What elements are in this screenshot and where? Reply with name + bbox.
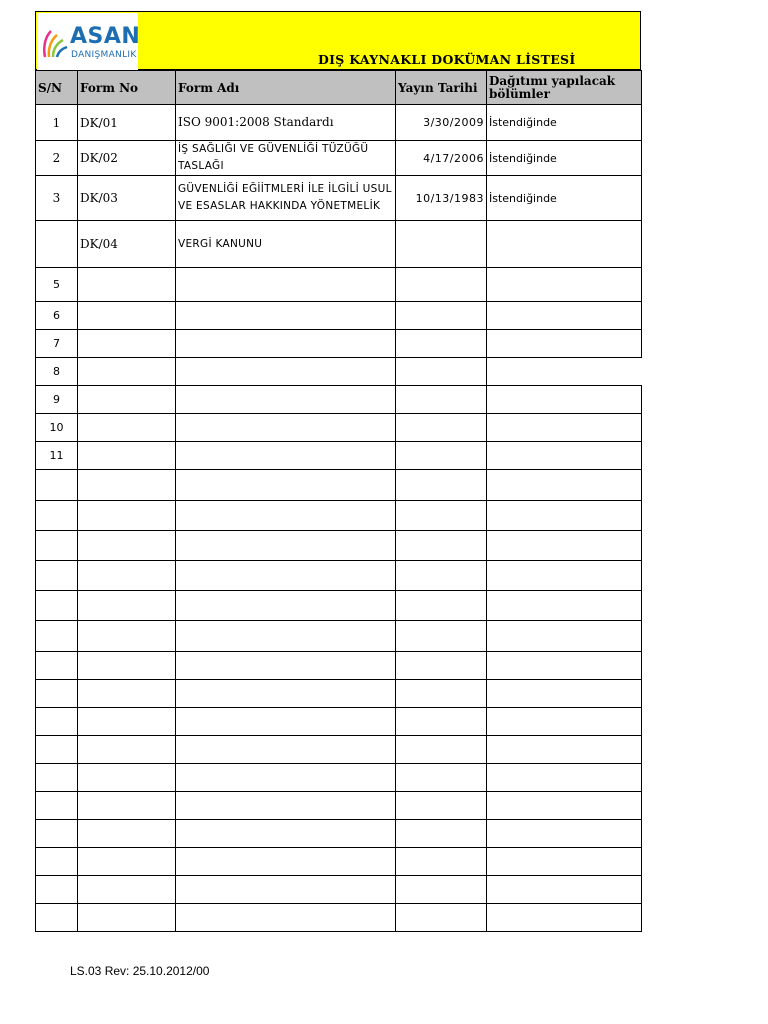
cell-sn	[36, 652, 78, 680]
cell-sn	[36, 591, 78, 621]
cell-form-name: VERGİ KANUNU	[176, 221, 396, 268]
cell-form-no	[78, 442, 176, 470]
cell-publish-date	[396, 591, 487, 621]
cell-distribution	[487, 904, 642, 932]
table-row	[36, 302, 642, 330]
cell-form-no	[78, 501, 176, 531]
cell-sn: 5	[36, 268, 78, 302]
cell-publish-date	[396, 876, 487, 904]
cell-sn: 9	[36, 386, 78, 414]
cell-form-name	[176, 736, 396, 764]
table-row	[36, 470, 642, 501]
cell-publish-date	[396, 680, 487, 708]
cell-publish-date	[396, 848, 487, 876]
company-logo	[37, 13, 141, 70]
cell-publish-date	[396, 442, 487, 470]
table-row	[36, 736, 642, 764]
revision-footer: LS.03 Rev: 25.10.2012/00	[70, 964, 210, 978]
cell-sn: 3	[36, 176, 78, 221]
table-header-row	[36, 71, 642, 105]
cell-sn: 7	[36, 330, 78, 358]
cell-distribution: İstendiğinde	[487, 176, 642, 221]
cell-distribution	[487, 820, 642, 848]
cell-sn: 10	[36, 414, 78, 442]
table-row	[36, 680, 642, 708]
cell-sn	[36, 736, 78, 764]
table-row	[36, 330, 642, 358]
cell-publish-date	[396, 501, 487, 531]
cell-form-name	[176, 820, 396, 848]
table-row	[36, 764, 642, 792]
table-row	[36, 501, 642, 531]
cell-form-no: DK/02	[78, 141, 176, 176]
cell-form-name: ISO 9001:2008 Standardı	[176, 105, 396, 141]
cell-publish-date	[396, 268, 487, 302]
cell-publish-date	[396, 531, 487, 561]
cell-form-no	[78, 764, 176, 792]
cell-publish-date	[396, 302, 487, 330]
logo-wordmark: ASAN	[70, 24, 141, 49]
document-title: DIŞ KAYNAKLI DOKÜMAN LİSTESİ	[318, 52, 576, 67]
cell-publish-date	[396, 221, 487, 268]
cell-distribution: İstendiğinde	[487, 141, 642, 176]
cell-publish-date: 3/30/2009	[396, 105, 487, 141]
table-row	[36, 531, 642, 561]
table-row	[36, 221, 642, 268]
cell-form-name	[176, 561, 396, 591]
cell-sn	[36, 792, 78, 820]
cell-sn	[36, 680, 78, 708]
cell-distribution	[487, 414, 642, 442]
cell-form-no	[78, 561, 176, 591]
form-name-text: İŞ SAĞLIĞI VE GÜVENLİĞİ TÜZÜĞÜ TASLAĞI	[178, 143, 369, 172]
cell-distribution	[487, 792, 642, 820]
cell-form-no	[78, 652, 176, 680]
cell-publish-date	[396, 736, 487, 764]
cell-form-name	[176, 470, 396, 501]
cell-sn	[36, 848, 78, 876]
cell-sn	[36, 221, 78, 268]
cell-publish-date	[396, 708, 487, 736]
cell-sn	[36, 876, 78, 904]
table-row	[36, 414, 642, 442]
table-row	[36, 561, 642, 591]
cell-form-name	[176, 680, 396, 708]
cell-distribution	[487, 386, 642, 414]
cell-sn: 1	[36, 105, 78, 141]
cell-distribution	[487, 470, 642, 501]
cell-distribution	[487, 561, 642, 591]
cell-sn	[36, 904, 78, 932]
table-row	[36, 848, 642, 876]
cell-distribution	[487, 268, 642, 302]
cell-publish-date	[396, 764, 487, 792]
table-row	[36, 442, 642, 470]
cell-distribution	[487, 621, 642, 652]
cell-form-name	[176, 708, 396, 736]
cell-form-name	[176, 442, 396, 470]
cell-form-name	[176, 792, 396, 820]
cell-publish-date	[396, 414, 487, 442]
cell-form-name	[176, 386, 396, 414]
cell-form-no	[78, 470, 176, 501]
header-form-name: Form Adı	[176, 71, 396, 105]
cell-publish-date	[396, 561, 487, 591]
cell-form-no	[78, 531, 176, 561]
cell-form-name	[176, 591, 396, 621]
cell-form-name	[176, 330, 396, 358]
table-row	[36, 876, 642, 904]
table-row	[36, 268, 642, 302]
cell-sn	[36, 531, 78, 561]
cell-form-no	[78, 591, 176, 621]
cell-publish-date	[396, 792, 487, 820]
cell-sn	[36, 820, 78, 848]
cell-form-no	[78, 621, 176, 652]
header-sn: S/N	[36, 71, 78, 105]
cell-form-name	[176, 176, 396, 221]
cell-form-name	[176, 302, 396, 330]
cell-publish-date	[396, 386, 487, 414]
cell-distribution	[487, 501, 642, 531]
cell-form-no	[78, 330, 176, 358]
cell-form-no	[78, 792, 176, 820]
cell-publish-date	[396, 652, 487, 680]
cell-distribution	[487, 680, 642, 708]
cell-form-name	[176, 764, 396, 792]
table-row	[36, 621, 642, 652]
cell-sn	[36, 470, 78, 501]
table-row	[36, 820, 642, 848]
cell-distribution: İstendiğinde	[487, 105, 642, 141]
cell-distribution	[487, 302, 642, 330]
cell-distribution	[487, 358, 642, 386]
cell-sn	[36, 561, 78, 591]
cell-form-no	[78, 708, 176, 736]
cell-sn	[36, 501, 78, 531]
cell-form-no	[78, 358, 176, 386]
cell-form-name	[176, 141, 396, 176]
document-table	[35, 70, 642, 932]
cell-distribution	[487, 876, 642, 904]
cell-distribution	[487, 652, 642, 680]
cell-form-no	[78, 820, 176, 848]
cell-form-name	[176, 904, 396, 932]
cell-form-no	[78, 268, 176, 302]
table-row	[36, 141, 642, 176]
cell-publish-date	[396, 621, 487, 652]
cell-publish-date	[396, 820, 487, 848]
table-row	[36, 358, 642, 386]
cell-publish-date: 10/13/1983	[396, 176, 487, 221]
form-name-text: GÜVENLİĞİ EĞİİTMLERİ İLE İLGİLİ USUL VE ESASLAR HAKKINDA YÖNETMELİK	[178, 183, 392, 212]
cell-form-no	[78, 904, 176, 932]
cell-form-name	[176, 531, 396, 561]
cell-form-name	[176, 652, 396, 680]
cell-form-no: DK/04	[78, 221, 176, 268]
cell-distribution	[487, 221, 642, 268]
cell-distribution	[487, 848, 642, 876]
cell-form-name	[176, 268, 396, 302]
cell-form-no	[78, 414, 176, 442]
leaf-logo-icon	[39, 27, 69, 61]
cell-form-no: DK/01	[78, 105, 176, 141]
cell-form-no	[78, 302, 176, 330]
cell-publish-date	[396, 904, 487, 932]
table-row	[36, 792, 642, 820]
cell-form-name	[176, 848, 396, 876]
header-form-no: Form No	[78, 71, 176, 105]
cell-sn	[36, 708, 78, 736]
cell-distribution	[487, 708, 642, 736]
cell-form-name	[176, 358, 396, 386]
cell-distribution	[487, 442, 642, 470]
cell-distribution	[487, 736, 642, 764]
logo-subtext: DANIŞMANLIK	[71, 50, 137, 60]
cell-form-no: DK/03	[78, 176, 176, 221]
cell-sn	[36, 621, 78, 652]
cell-form-name	[176, 876, 396, 904]
table-row	[36, 386, 642, 414]
cell-sn: 2	[36, 141, 78, 176]
table-row	[36, 176, 642, 221]
cell-form-no	[78, 848, 176, 876]
cell-distribution	[487, 764, 642, 792]
cell-form-no	[78, 876, 176, 904]
cell-form-name	[176, 414, 396, 442]
table-row	[36, 708, 642, 736]
cell-publish-date	[396, 358, 487, 386]
cell-sn: 11	[36, 442, 78, 470]
cell-form-no	[78, 680, 176, 708]
cell-distribution	[487, 330, 642, 358]
table-row	[36, 591, 642, 621]
cell-form-name	[176, 501, 396, 531]
cell-sn	[36, 764, 78, 792]
cell-distribution	[487, 591, 642, 621]
cell-form-no	[78, 736, 176, 764]
title-band	[35, 11, 641, 70]
table-row	[36, 652, 642, 680]
header-publish-date: Yayın Tarihi	[396, 71, 487, 105]
cell-publish-date	[396, 470, 487, 501]
cell-form-no	[78, 386, 176, 414]
cell-form-name	[176, 621, 396, 652]
table-row	[36, 105, 642, 141]
cell-sn: 8	[36, 358, 78, 386]
cell-publish-date: 4/17/2006	[396, 141, 487, 176]
cell-publish-date	[396, 330, 487, 358]
cell-distribution	[487, 531, 642, 561]
table-row	[36, 904, 642, 932]
cell-sn: 6	[36, 302, 78, 330]
header-distribution: Dağıtımı yapılacak bölümler	[487, 71, 642, 105]
